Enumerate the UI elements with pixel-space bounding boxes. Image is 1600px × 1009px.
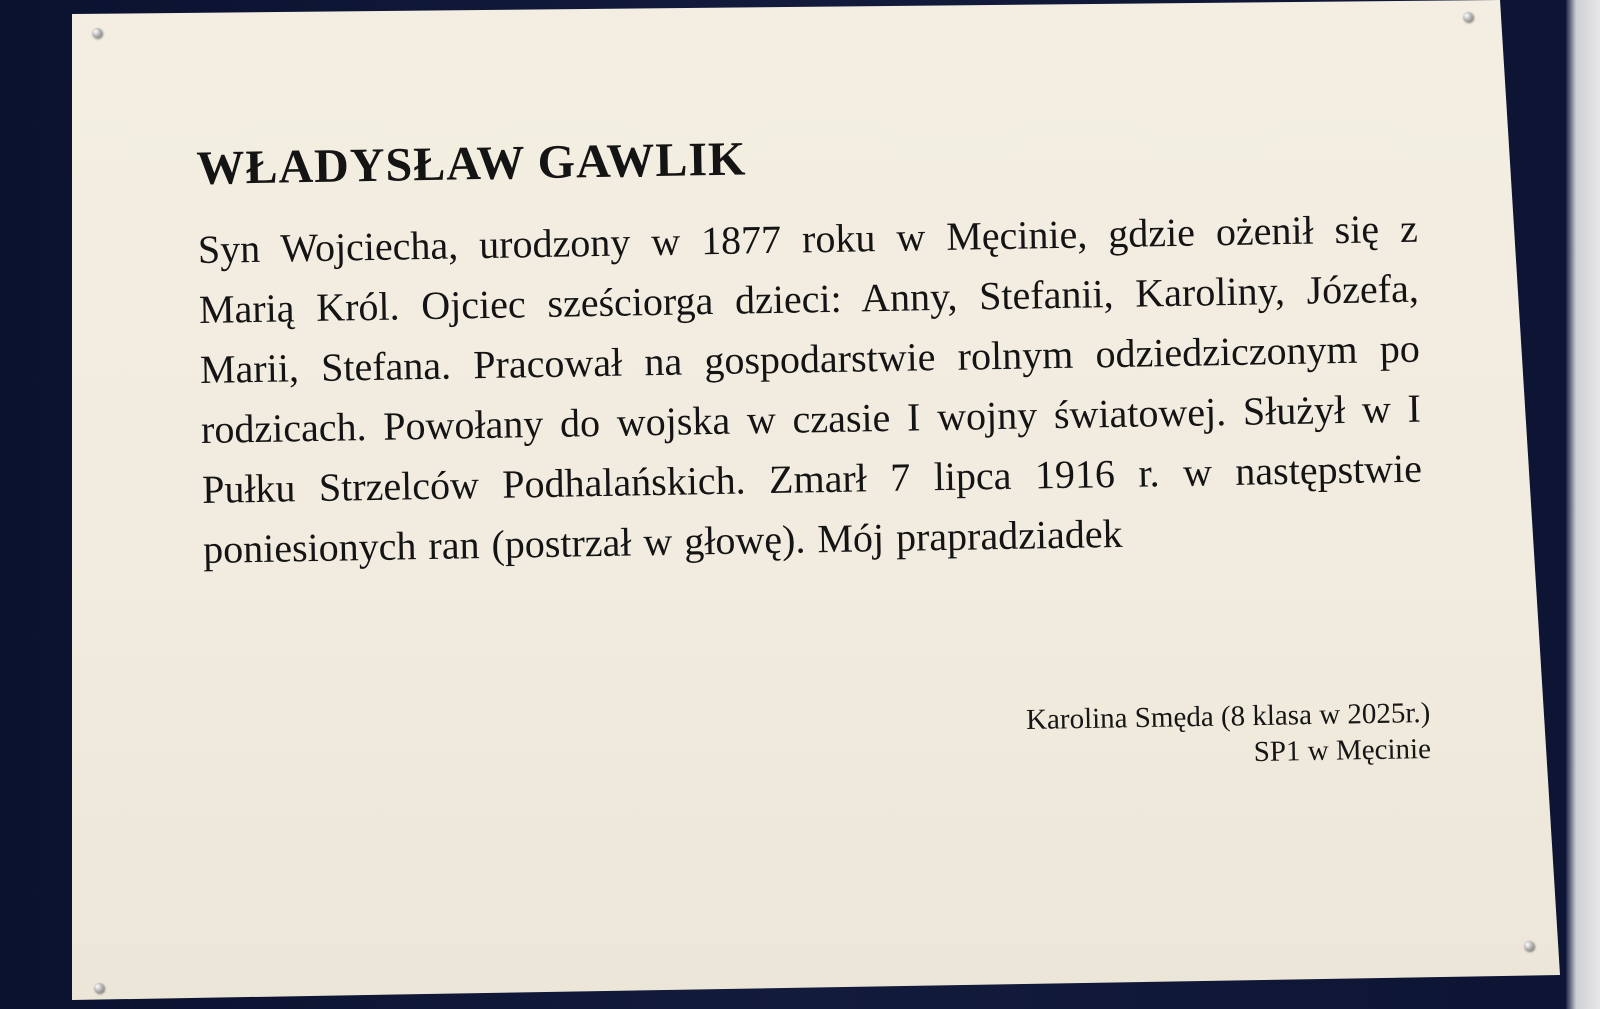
pin-icon <box>94 983 104 993</box>
author-line: Karolina Smęda (8 klasa w 2025r.) <box>1025 696 1431 737</box>
pin-icon <box>1524 941 1534 951</box>
placard-content <box>196 119 1423 580</box>
placard-title: WŁADYSŁAW GAWLIK <box>196 132 747 195</box>
pin-icon <box>1463 12 1473 22</box>
placard-body: Syn Wojciecha, urodzony w 1877 roku w Męcinie, gdzie ożenił się z Marią Król. Ojciec sześciorga dzieci: Anny, Stefanii, Karoliny, Józefa, Marii, Stefana. Pracował na gospodarstwie rolnym odziedziczonym po rodzicach. Powołany do wojska w czasie I wojny światowej. Służył w I Pułku Strzelców Podhalańskich. Zmarł 7 lipca 1916 r. w następstwie poniesionych ran (postrzał w głowę). Mój prapradziadek <box>197 205 1423 572</box>
signature-block <box>940 695 1431 776</box>
wall-edge <box>1566 0 1600 1009</box>
pin-icon <box>92 28 102 38</box>
school-line: SP1 w Męcinie <box>1253 732 1432 769</box>
